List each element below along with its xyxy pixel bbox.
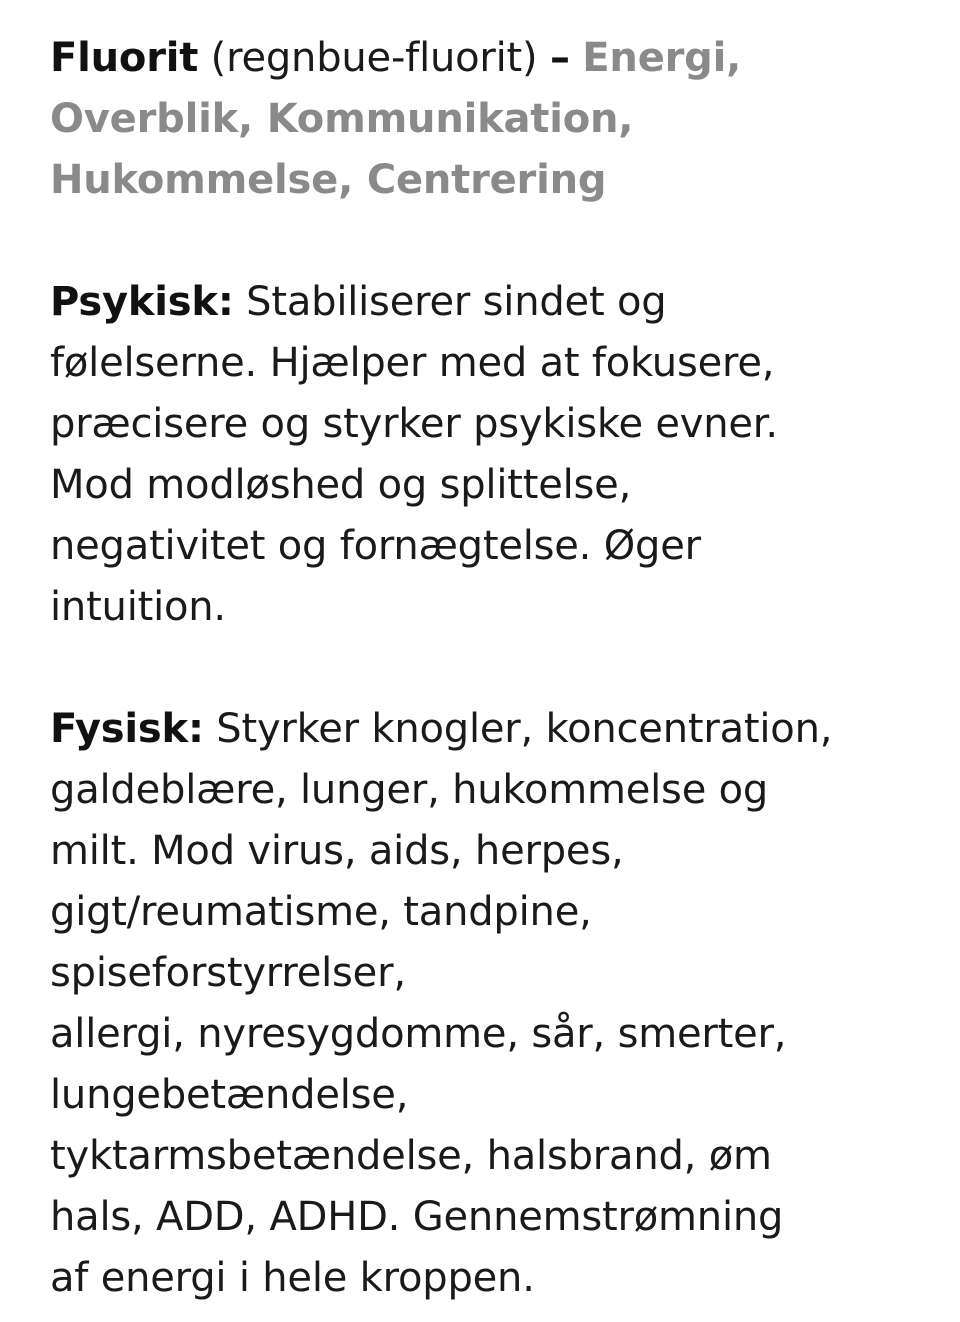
physical-line: tyktarmsbetændelse, halsbrand, øm [50,1133,772,1179]
stone-name: Fluorit [50,35,199,81]
physical-section [50,699,930,1309]
psychic-line: præcisere og styrker psykiske evner. [50,401,778,447]
stone-heading [50,28,930,211]
keywords-line: Overblik, Kommunikation, [50,96,634,142]
physical-line: af energi i hele kroppen. [50,1255,535,1301]
physical-line: gigt/reumatisme, tandpine, [50,889,592,935]
physical-line [50,699,930,760]
psychic-label: Psykisk: [50,279,234,325]
psychic-line: følelserne. Hjælper med at fokusere, [50,340,775,386]
physical-line: allergi, nyresygdomme, sår, smerter, [50,1011,787,1057]
physical-line: spiseforstyrrelser, [50,950,406,996]
stone-variant: (regnbue-fluorit) [210,35,538,81]
physical-label: Fysisk: [50,706,204,752]
keywords-line: Hukommelse, Centrering [50,157,607,203]
psychic-line: Mod modløshed og splittelse, [50,462,632,508]
physical-line: hals, ADD, ADHD. Gennemstrømning [50,1194,784,1240]
physical-line: milt. Mod virus, aids, herpes, [50,828,624,874]
psychic-section [50,272,930,638]
keywords-line: Energi, [582,35,742,81]
heading-dash: – [549,35,570,81]
psychic-line: intuition. [50,584,226,630]
psychic-text: Stabiliserer sindet og [246,279,667,325]
physical-line: galdeblære, lunger, hukommelse og [50,767,769,813]
physical-line: lungebetændelse, [50,1072,409,1118]
psychic-line [50,272,930,333]
heading-line-1 [50,28,930,89]
physical-text: Styrker knogler, koncentration, [216,706,833,752]
psychic-line: negativitet og fornægtelse. Øger [50,523,701,569]
article-content [50,28,930,1309]
